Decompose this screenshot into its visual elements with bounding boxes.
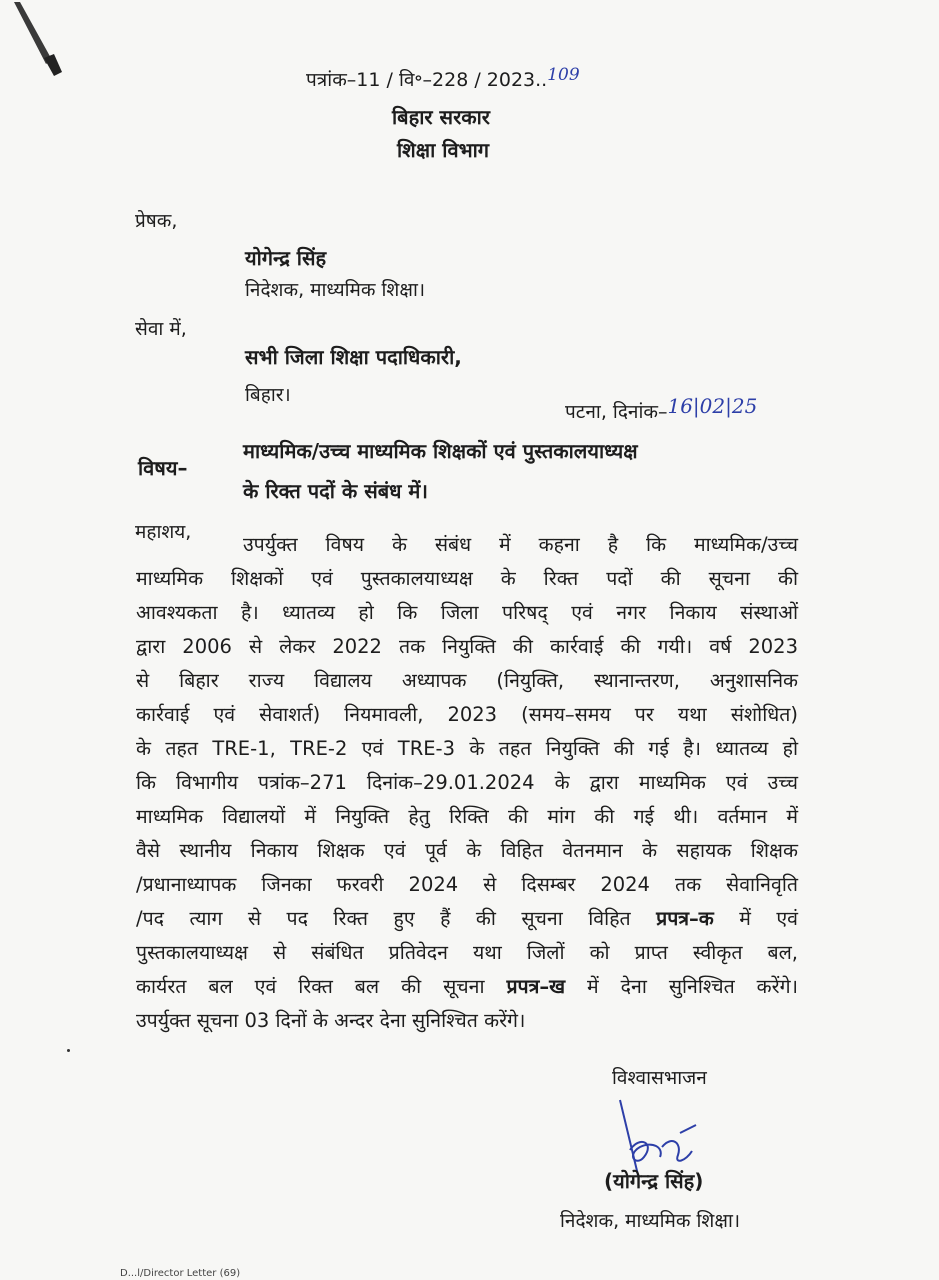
subject-line-2: के रिक्त पदों के संबंध में। (243, 479, 428, 503)
paper-clip-icon (6, 0, 66, 80)
body-line: माध्यमिक शिक्षकों एवं पुस्तकालयाध्यक्ष के रिक्त पदों की सूचना की (136, 567, 798, 590)
sender-label: प्रेषक, (135, 210, 178, 232)
body-line: कार्यरत बल एवं रिक्त बल की सूचना प्रपत्र–ख में देना सुनिश्चित करेंगे। (136, 975, 798, 998)
body-line: से बिहार राज्य विद्यालय अध्यापक (नियुक्ति, स्थानान्तरण, अनुशासनिक (136, 669, 798, 692)
body-line: /पद त्याग से पद रिक्त हुए हैं की सूचना विहित प्रपत्र–क में एवं (136, 907, 798, 930)
body-line: द्वारा 2006 से लेकर 2022 तक नियुक्ति की कार्रवाई की गयी। वर्ष 2023 (136, 635, 798, 658)
date-line: पटना, दिनांक–16|02|25 (565, 394, 758, 423)
footer-reference: D...l/Director Letter (69) (120, 1268, 241, 1279)
subject-line-1: माध्यमिक/उच्च माध्यमिक शिक्षकों एवं पुस्तकालयाध्यक्ष (243, 439, 638, 463)
body-line: वैसे स्थानीय निकाय शिक्षक एवं पूर्व के विहित वेतनमान के सहायक शिक्षक (136, 839, 798, 862)
body-line: माध्यमिक विद्यालयों में नियुक्ति हेतु रिक्ति की मांग की गई थी। वर्तमान में (136, 805, 798, 828)
body-line: कार्रवाई एवं सेवाशर्त) नियमावली, 2023 (समय–समय पर यथा संशोधित) (136, 703, 798, 726)
body-line: उपर्युक्त विषय के संबंध में कहना है कि माध्यमिक/उच्च (243, 533, 798, 556)
signatory-name: (योगेन्द्र सिंह) (604, 1169, 704, 1193)
subject-label: विषय– (138, 456, 188, 480)
department-heading: शिक्षा विभाग (397, 138, 490, 162)
recipient-label: सेवा में, (135, 318, 187, 340)
body-line: के तहत TRE-1, TRE-2 एवं TRE-3 के तहत नियुक्ति की गई है। ध्यातव्य हो (136, 737, 798, 760)
form-ka-reference: प्रपत्र–क (656, 907, 714, 930)
recipient-name: सभी जिला शिक्षा पदाधिकारी, (245, 345, 462, 369)
signatory-designation: निदेशक, माध्यमिक शिक्षा। (560, 1210, 741, 1232)
body-line: /प्रधानाध्यापक जिनका फरवरी 2024 से दिसम्बर 2024 तक सेवानिवृति (136, 873, 798, 896)
recipient-place: बिहार। (245, 384, 291, 406)
closing: विश्वासभाजन (612, 1067, 707, 1089)
body-line: आवश्यकता है। ध्यातव्य हो कि जिला परिषद् एवं नगर निकाय संस्थाओं (136, 601, 798, 624)
speck-mark (67, 1049, 70, 1052)
reference-number: पत्रांक–11 / वि॰–228 / 2023..109 (306, 65, 580, 91)
body-line: उपर्युक्त सूचना 03 दिनों के अन्दर देना सुनिश्चित करेंगे। (136, 1009, 526, 1032)
sender-designation: निदेशक, माध्यमिक शिक्षा। (245, 279, 426, 301)
salutation: महाशय, (135, 521, 192, 543)
government-heading: बिहार सरकार (392, 105, 490, 129)
body-line: कि विभागीय पत्रांक–271 दिनांक–29.01.2024 के द्वारा माध्यमिक एवं उच्च (136, 771, 798, 794)
body-line: पुस्तकालयाध्यक्ष से संबंधित प्रतिवेदन यथा जिलों को प्राप्त स्वीकृत बल, (136, 941, 798, 964)
form-kha-reference: प्रपत्र–ख (506, 975, 566, 998)
sender-name: योगेन्द्र सिंह (245, 246, 327, 270)
